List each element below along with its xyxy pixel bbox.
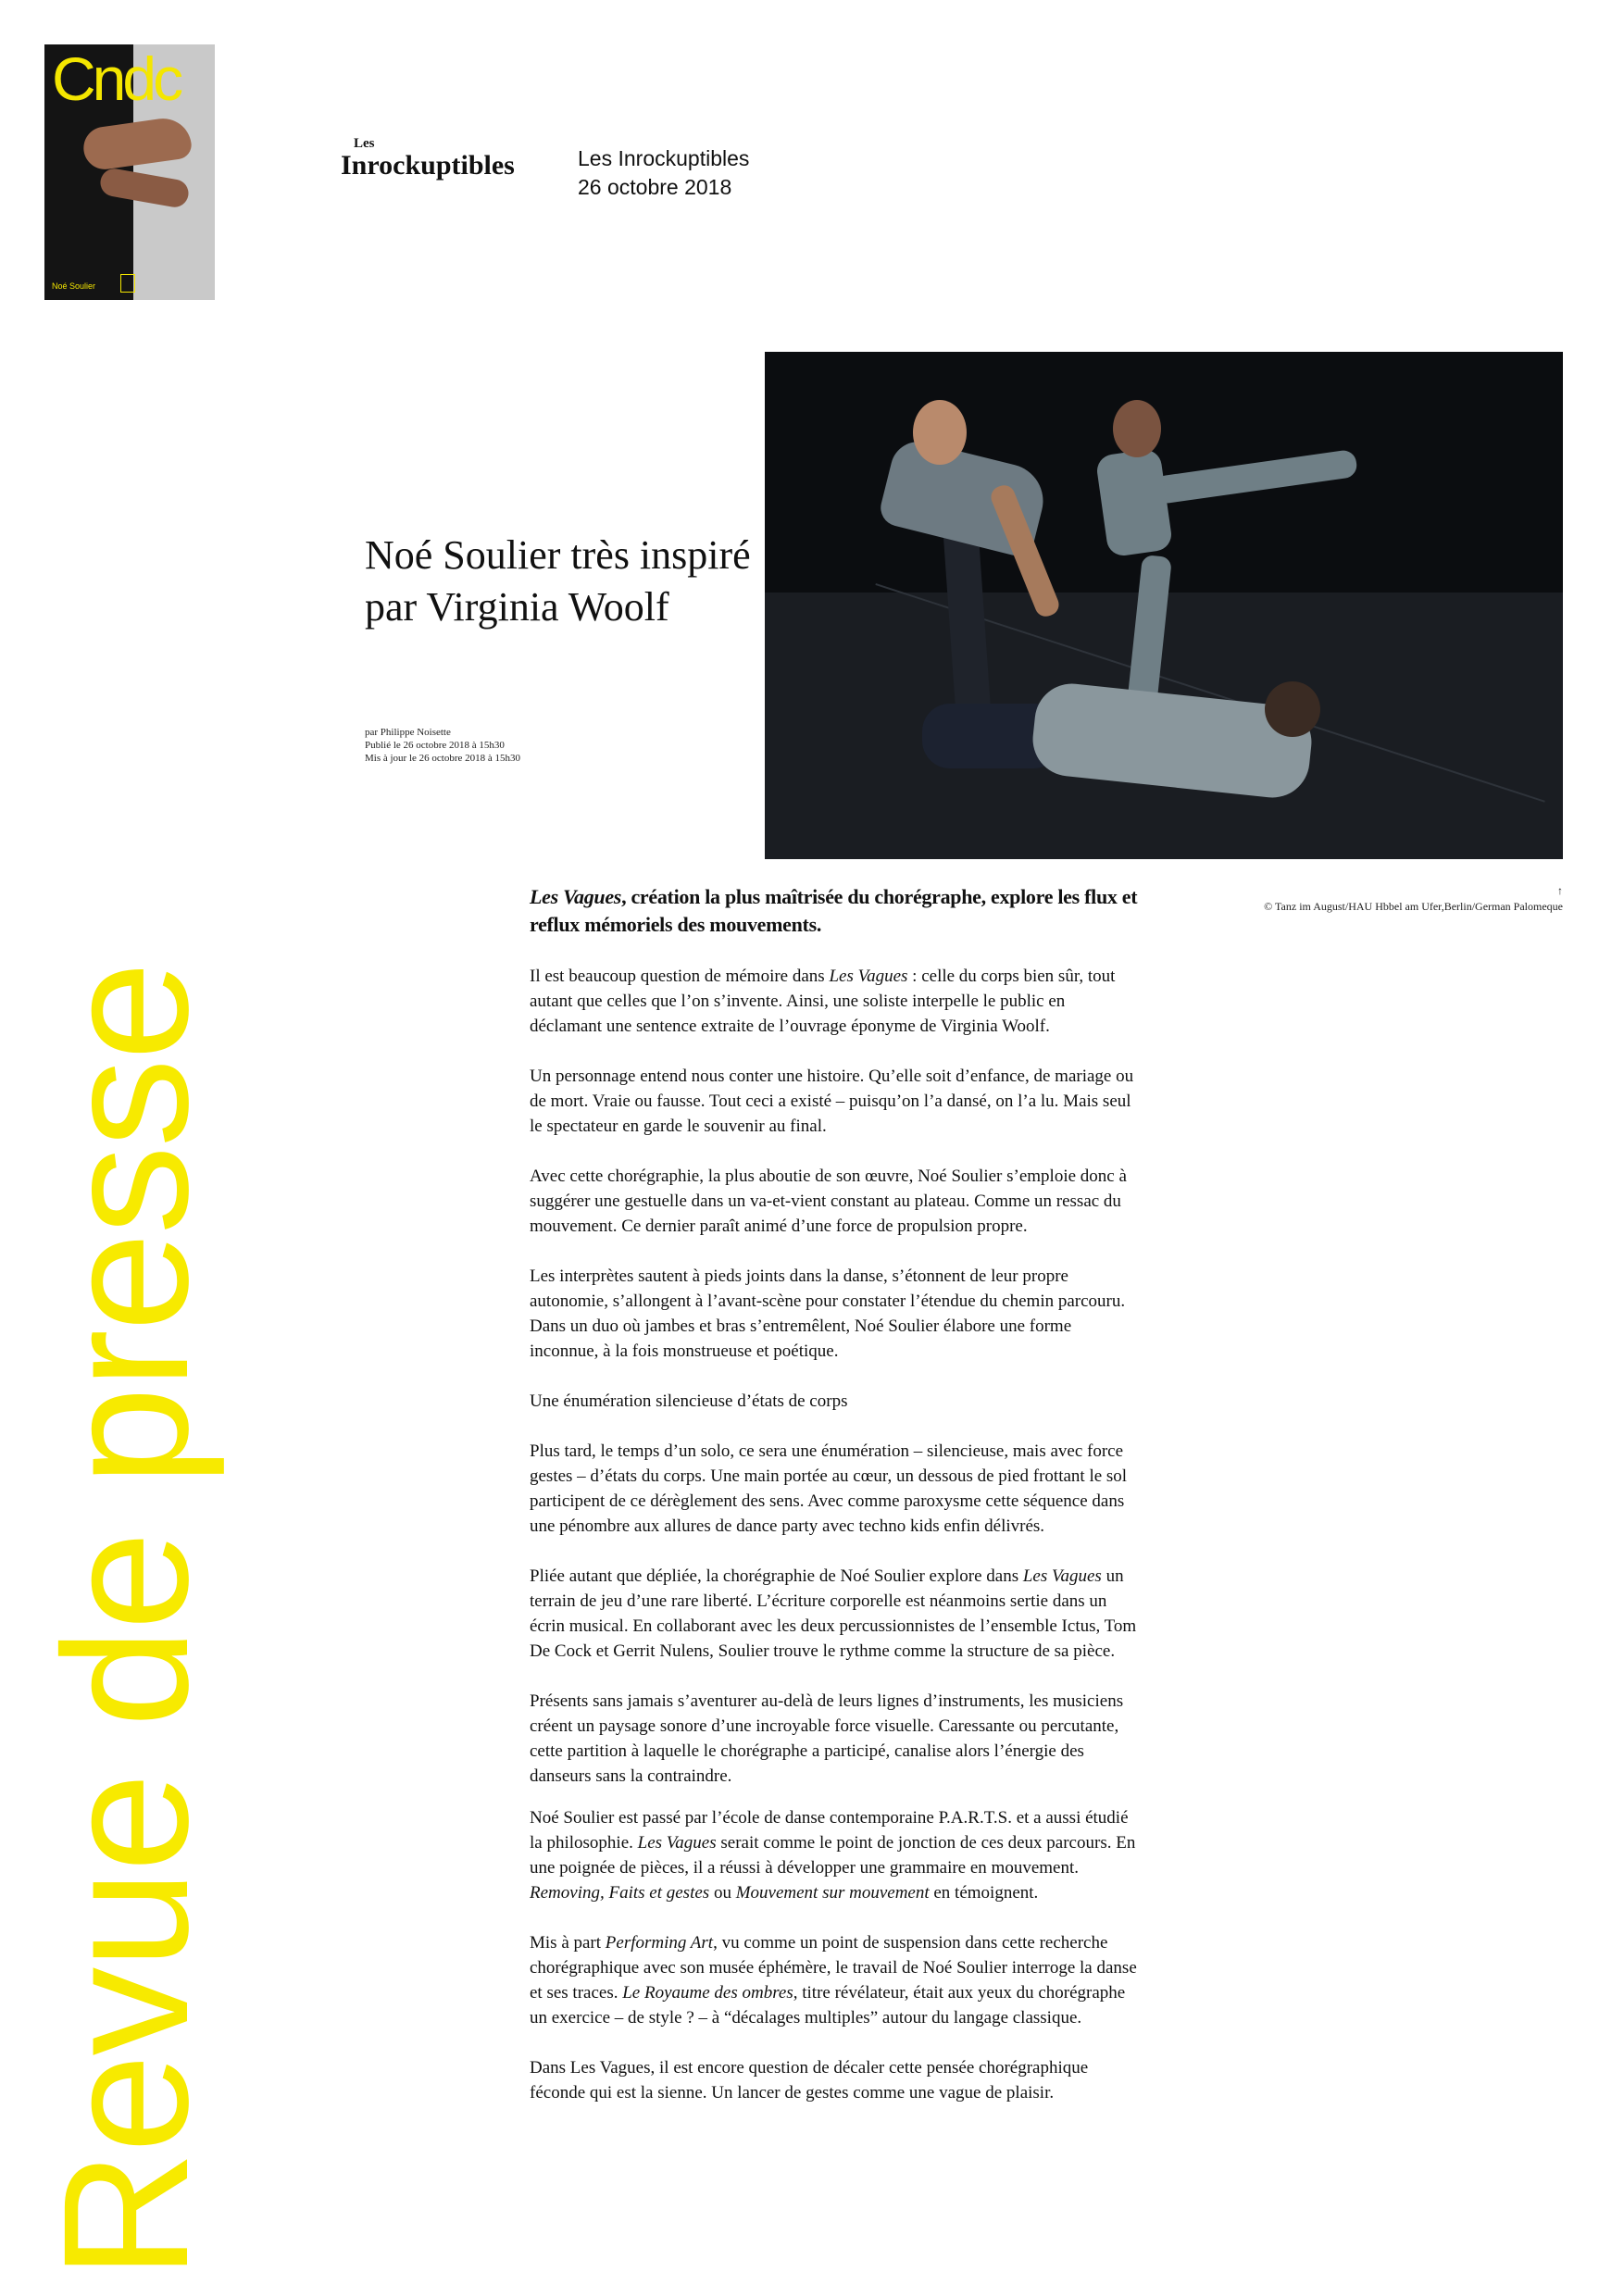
paragraph-9-text-a: Mis à part (530, 1933, 606, 1953)
paragraph-9-text-b: , vu comme un point de suspension dans cette recherche chorégraphique avec son musée éphémère, le travail de Noé Soulier interroge la danse et ses traces. (530, 1933, 1137, 2003)
paragraph-8-italic-3: Mouvement sur mouvement (735, 1883, 930, 1903)
publication-logo (341, 136, 515, 181)
article-title: Noé Soulier très inspiré par Virginia Woolf (365, 532, 751, 630)
photo-credit (1264, 883, 1563, 915)
paragraph-6 (530, 1564, 1141, 1664)
paragraph-8 (530, 1805, 1141, 1905)
article-byline (365, 726, 520, 765)
photo-dancer-2-raised-leg (1153, 449, 1358, 505)
cover-thumbnail (44, 44, 215, 300)
publication-date: 26 octobre 2018 (578, 175, 732, 199)
paragraph-10: Dans Les Vagues, il est encore question de décaler cette pensée chorégraphique féconde qui est la sienne. Un lancer de gestes comme une vague de plaisir. (530, 2058, 1089, 2103)
paragraph-6-text-b: un terrain de jeu d’une rare liberté. L’écriture corporelle est néanmoins sertie dans un écrin musical. En collaborant avec les deux percussionnistes de l’ensemble Ictus, Tom De Cock et Gerrit Nulens, Soulier trouve le rythme comme la structure de sa pièce. (530, 1566, 1137, 1661)
publication-logo-small: Les (354, 136, 375, 151)
paragraph-8-italic-1: Les Vagues (637, 1833, 717, 1853)
paragraph-1 (530, 964, 1141, 1039)
cover-artist-name: Noé Soulier (52, 281, 96, 291)
paragraph-1-italic: Les Vagues (829, 967, 908, 986)
lead-italic: Les Vagues (530, 885, 622, 908)
byline-author: par Philippe Noisette (365, 727, 451, 738)
paragraph-1-text-a: Il est beaucoup question de mémoire dans (530, 967, 830, 986)
paragraph-8-italic-2: Removing, Faits et gestes (530, 1883, 710, 1903)
article-photo (765, 352, 1563, 859)
paragraph-4: Les interprètes sautent à pieds joints dans la danse, s’étonnent de leur propre autonomie, s’allongent à l’avant-scène pour constater l’étendue du chemin parcouru. Dans un duo où jambes et bras s’entremêlent, Noé Soulier élabore une forme inconnue, à la fois monstrueuse et poétique. (530, 1267, 1126, 1361)
arrow-up-icon: ↑ (1557, 884, 1563, 897)
paragraph-7: Présents sans jamais s’aventurer au-delà de leurs lignes d’instruments, les musiciens créent un paysage sonore d’une incroyable force visuelle. Caressante ou percutante, cette partition à laquelle le chorégraphe a participé, canalise alors l’énergie des danseurs sans la contraindre. (530, 1691, 1124, 1786)
paragraph-1-text-b: : celle du corps bien sûr, tout autant que celles que l’on s’invente. Ainsi, une soliste interpelle le public en déclamant une sentence extraite de l’ouvrage éponyme de Virginia Woolf. (530, 967, 1116, 1036)
paragraph-9-text-c: , titre révélateur, était aux yeux du chorégraphe un exercice – de style ? – à “décalages multiples” autour du langage classique. (530, 1983, 1126, 2028)
paragraph-6-text-a: Pliée autant que dépliée, la chorégraphie de Noé Soulier explore dans (530, 1566, 1023, 1586)
photo-dancer-2-head (1113, 400, 1161, 457)
publication-info (578, 144, 749, 202)
photo-dancer-2 (1095, 448, 1174, 558)
photo-dancer-3-head (1265, 681, 1320, 737)
photo-dancer-1-head (913, 400, 967, 465)
paragraph-6-italic: Les Vagues (1022, 1566, 1102, 1586)
paragraph-9-italic-2: Le Royaume des ombres (622, 1983, 793, 2003)
vertical-title: Revue de presse (26, 963, 225, 2279)
paragraph-5: Plus tard, le temps d’un solo, ce sera une énumération – silencieuse, mais avec force gestes – d’états du corps. Une main portée au cœur, un dessous de pied frottant le sol participent de ce dérèglement des sens. Avec comme paroxysme cette séquence dans une pénombre aux allures de dance party avec techno kids enfin délivrés. (530, 1441, 1128, 1536)
byline-published: Publié le 26 octobre 2018 à 15h30 (365, 740, 505, 751)
article-lead (530, 883, 1141, 939)
paragraph-8-text-a: Noé Soulier est passé par l’école de danse contemporaine P.A.R.T.S. et a aussi étudié la philosophie. (530, 1808, 1129, 1853)
paragraph-3: Avec cette chorégraphie, la plus aboutie de son œuvre, Noé Soulier s’emploie donc à suggérer une gestuelle dans un va-et-vient constant au plateau. Comme un ressac du mouvement. Ce dernier paraît animé d’une force de propulsion propre. (530, 1167, 1127, 1236)
publication-name: Les Inrockuptibles (578, 146, 750, 170)
cover-mark-icon (120, 274, 135, 293)
paragraph-9-italic-1: Performing Art (605, 1933, 714, 1953)
publication-logo-main: Inrockuptibles (341, 150, 515, 181)
paragraph-8-text-b: serait comme le point de jonction de ces deux parcours. En une poignée de pièces, il a réussi à développer une grammaire en mouvement. (530, 1833, 1136, 1878)
photo-credit-text: © Tanz im August/HAU Hbbel am Ufer,Berlin/German Palomeque (1264, 900, 1563, 913)
lead-text: , création la plus maîtrisée du chorégraphe, explore les flux et reflux mémoriels des mouvements. (530, 885, 1138, 936)
paragraph-8-text-d: en témoignent. (929, 1883, 1039, 1903)
article-subheading: Une énumération silencieuse d’états de corps (530, 1391, 848, 1411)
paragraph-9 (530, 1930, 1141, 2030)
cover-logo: Cndc (52, 44, 181, 113)
article-body (530, 883, 1141, 2130)
paragraph-2: Un personnage entend nous conter une histoire. Qu’elle soit d’enfance, de mariage ou de mort. Vraie ou fausse. Tout ceci a existé – puisqu’on l’a dansé, on l’a lu. Mais seul le spectateur en garde le souvenir au final. (530, 1067, 1134, 1136)
byline-updated: Mis à jour le 26 octobre 2018 à 15h30 (365, 753, 521, 764)
paragraph-8-text-c: ou (709, 1883, 736, 1903)
